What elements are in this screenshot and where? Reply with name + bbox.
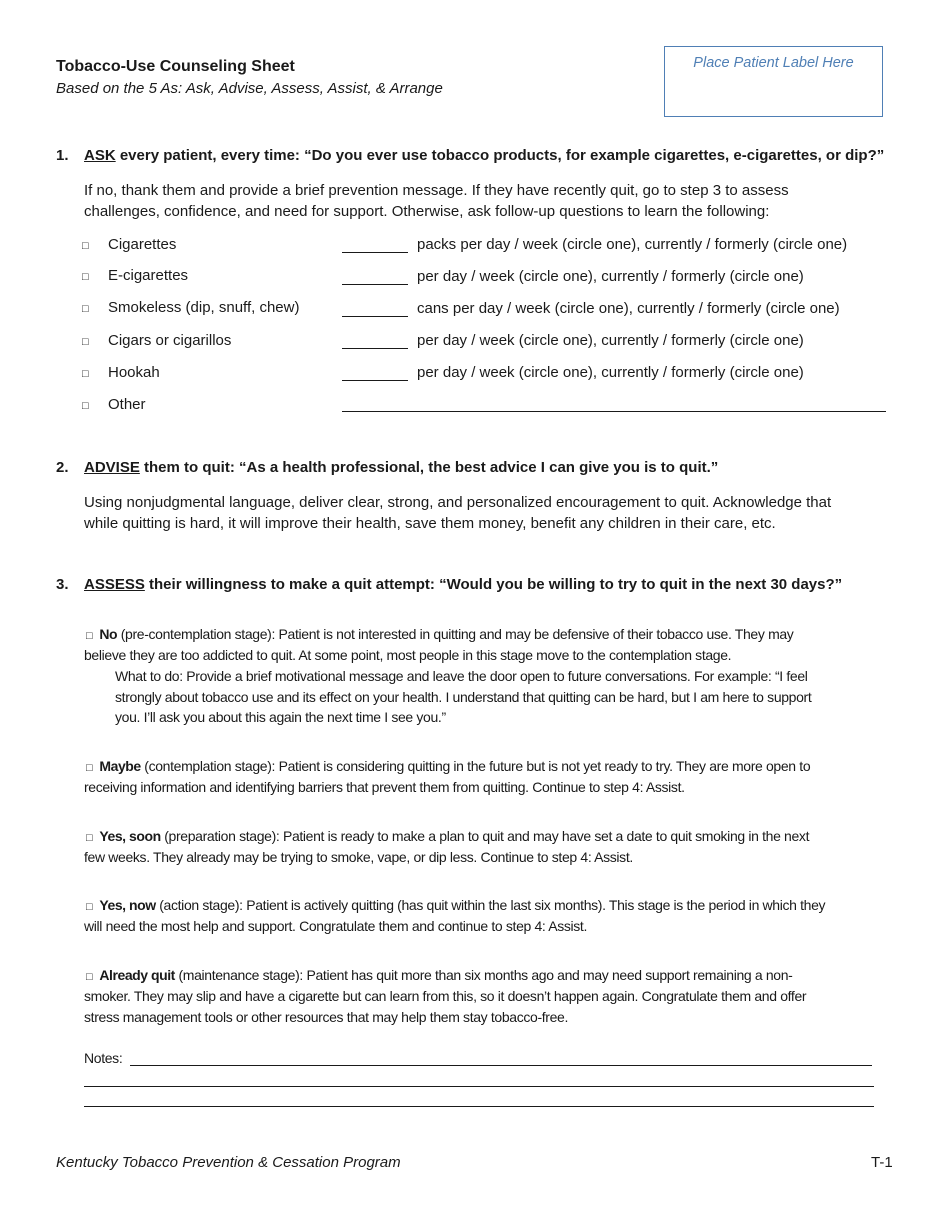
blank-hookah[interactable] [342, 366, 408, 381]
section-2-keyword: ADVISE [84, 459, 140, 476]
stage-maybe-name: Maybe [99, 758, 141, 774]
section-3-heading [84, 576, 842, 593]
stage-no-todo-1: What to do: Provide a brief motivational message and leave the door open to future conversations. For example: “I feel [115, 668, 808, 684]
stage-maybe-text-1: (contemplation stage): Patient is considering quitting in the future but is not yet ready to try. They are more open to [140, 758, 811, 774]
checkbox-stage-already-quit[interactable]: □ [86, 971, 93, 983]
section-3-heading-text: their willingness to make a quit attempt: “Would you be willing to try to quit in the next 30 days?” [144, 576, 843, 593]
section-2-text-1: Using nonjudgmental language, deliver clear, strong, and personalized encouragement to quit. Acknowledge that [84, 494, 832, 511]
row-label-cigarettes: Cigarettes [108, 236, 177, 253]
section-2-heading-text: them to quit: “As a health professional, the best advice I can give you is to quit.” [139, 459, 719, 476]
row-label-e-cigarettes: E-cigarettes [108, 267, 189, 284]
section-1-intro-1: If no, thank them and provide a brief prevention message. If they have recently quit, go to step 3 to assess [84, 182, 789, 199]
stage-yes-now-text-2: will need the most help and support. Congratulate them and continue to step 4: Assist. [84, 918, 588, 934]
stage-no-todo-2: strongly about tobacco use and its effect on your health. I understand that quitting can be hard, but I am here to support [115, 689, 812, 705]
checkbox-cigarettes[interactable]: □ [82, 240, 89, 252]
row-label-other: Other [108, 396, 146, 413]
row-detail-e-cigarettes: per day / week (circle one), currently / formerly (circle one) [417, 268, 804, 285]
checkbox-stage-no[interactable]: □ [86, 630, 93, 642]
stage-already-quit-text-1: (maintenance stage): Patient has quit more than six months ago and may need support remaining a non- [174, 967, 793, 983]
footer-program: Kentucky Tobacco Prevention & Cessation Program [56, 1154, 401, 1171]
row-detail-smokeless: cans per day / week (circle one), currently / formerly (circle one) [417, 300, 840, 317]
stage-no-todo-3: you. I’ll ask you about this again the next time I see you.” [115, 709, 446, 725]
stage-already-quit-text-3: stress management tools or other resources that may help them stay tobacco-free. [84, 1009, 569, 1025]
stage-already-quit [86, 965, 793, 988]
stage-maybe [86, 756, 810, 779]
section-1-keyword: ASK [84, 147, 116, 164]
blank-smokeless[interactable] [342, 302, 408, 317]
blank-other[interactable] [342, 411, 886, 412]
checkbox-stage-yes-soon[interactable]: □ [86, 832, 93, 844]
footer-page-number: T-1 [871, 1154, 893, 1171]
stage-yes-soon-text-2: few weeks. They already may be trying to smoke, vape, or dip less. Continue to step 4: Assist. [84, 849, 633, 865]
checkbox-smokeless[interactable]: □ [82, 303, 89, 315]
checkbox-cigars[interactable]: □ [82, 336, 89, 348]
stage-already-quit-name: Already quit [99, 967, 175, 983]
stage-yes-soon [86, 826, 809, 849]
section-1-intro-2: challenges, confidence, and need for support. Otherwise, ask follow-up questions to learn the following: [84, 203, 770, 220]
row-label-hookah: Hookah [108, 364, 160, 381]
stage-yes-soon-text-1: (preparation stage): Patient is ready to make a plan to quit and may have set a date to quit smoking in the next [160, 828, 810, 844]
row-label-smokeless: Smokeless (dip, snuff, chew) [108, 299, 300, 316]
section-3-keyword: ASSESS [84, 576, 145, 593]
page-subtitle: Based on the 5 As: Ask, Advise, Assess, Assist, & Arrange [56, 80, 443, 97]
stage-yes-now-name: Yes, now [99, 897, 156, 913]
row-detail-hookah: per day / week (circle one), currently / formerly (circle one) [417, 364, 804, 381]
row-label-cigars: Cigars or cigarillos [108, 332, 232, 349]
notes-line-2[interactable] [84, 1086, 874, 1087]
checkbox-e-cigarettes[interactable]: □ [82, 271, 89, 283]
section-1-number: 1. [56, 147, 69, 164]
section-3-number: 3. [56, 576, 69, 593]
stage-no-name: No [99, 626, 118, 642]
section-1-heading [84, 147, 884, 164]
stage-yes-now [86, 895, 825, 918]
stage-no-text-1: (pre-contemplation stage): Patient is not interested in quitting and may be defensive of their tobacco use. They may [117, 626, 794, 642]
section-2-number: 2. [56, 459, 69, 476]
section-2-heading [84, 459, 718, 476]
notes-label: Notes: [84, 1050, 123, 1066]
stage-no-text-2: believe they are too addicted to quit. At some point, most people in this stage move to the contemplation stage. [84, 647, 732, 663]
blank-e-cigarettes[interactable] [342, 270, 408, 285]
patient-label-text: Place Patient Label Here [693, 55, 854, 71]
stage-no [86, 624, 793, 647]
section-2-text-2: while quitting is hard, it will improve their health, save them money, benefit any children in their care, etc. [84, 515, 776, 532]
checkbox-hookah[interactable]: □ [82, 368, 89, 380]
stage-yes-soon-name: Yes, soon [99, 828, 161, 844]
checkbox-stage-maybe[interactable]: □ [86, 762, 93, 774]
row-detail-cigarettes: packs per day / week (circle one), currently / formerly (circle one) [417, 236, 848, 253]
blank-cigarettes[interactable] [342, 238, 408, 253]
checkbox-stage-yes-now[interactable]: □ [86, 901, 93, 913]
notes-line-3[interactable] [84, 1106, 874, 1107]
section-1-heading-text: every patient, every time: “Do you ever use tobacco products, for example cigarettes, e-cigarettes, or dip?” [115, 147, 885, 164]
blank-cigars[interactable] [342, 334, 408, 349]
patient-label-box [664, 46, 883, 117]
stage-yes-now-text-1: (action stage): Patient is actively quitting (has quit within the last six months). This stage is the period in which they [155, 897, 826, 913]
stage-maybe-text-2: receiving information and identifying barriers that prevent them from quitting. Continue to step 4: Assist. [84, 779, 685, 795]
page-title: Tobacco-Use Counseling Sheet [56, 58, 295, 75]
notes-line-1[interactable] [130, 1065, 872, 1066]
checkbox-other[interactable]: □ [82, 400, 89, 412]
stage-already-quit-text-2: smoker. They may slip and have a cigarette but can learn from this, so it doesn’t happen again. Congratulate them and offer [84, 988, 807, 1004]
row-detail-cigars: per day / week (circle one), currently / formerly (circle one) [417, 332, 804, 349]
